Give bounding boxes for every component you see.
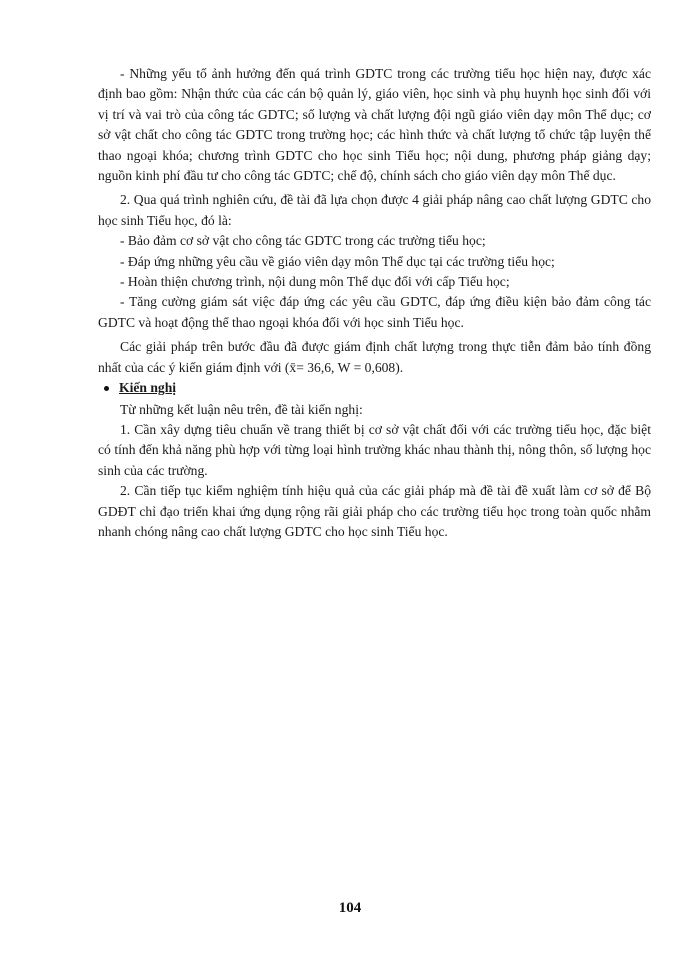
paragraph-factors: - Những yếu tố ảnh hưởng đến quá trình GDTC trong các trường tiểu học hiện nay, được xác định bao gồm: Nhận thức của các cán bộ quản lý, giáo viên, học sinh và phụ huynh học sinh đối với vị trí và vai trò của công tác GDTC; số lượng và chất lượng đội ngũ giáo viên dạy môn Thể dục; cơ sở vật chất cho công tác GDTC trong trường học; các hình thức và chất lượng tổ chức tập luyện thể thao ngoại khóa; chương trình GDTC cho học sinh Tiểu học; nội dung, phương pháp giảng dạy; nguồn kinh phí đầu tư cho công tác GDTC; chế độ, chính sách cho giáo viên dạy môn Thể dục. xyxy=(98,66,651,184)
body-text xyxy=(98,64,651,542)
bullet-icon xyxy=(104,386,109,391)
solution-item-3: - Hoàn thiện chương trình, nội dung môn Thể dục đối với cấp Tiểu học; xyxy=(120,274,510,290)
recommendation-2: 2. Cần tiếp tục kiểm nghiệm tính hiệu quả của các giải pháp mà đề tài đề xuất làm cơ sở để Bộ GDĐT chỉ đạo triển khai ứng dụng rộng rãi giải pháp cho các trường tiểu học trong toàn quốc nhằm nhanh chóng nâng cao chất lượng GDTC cho học sinh Tiểu học. xyxy=(98,483,651,539)
solution-item-2: - Đáp ứng những yêu cầu về giáo viên dạy môn Thể dục tại các trường tiểu học; xyxy=(120,253,555,269)
paragraph-solutions-intro: 2. Qua quá trình nghiên cứu, đề tài đã lựa chọn được 4 giải pháp nâng cao chất lượng GDTC cho học sinh Tiểu học, đó là: xyxy=(98,192,651,228)
recommendation-1: 1. Cần xây dựng tiêu chuẩn về trang thiết bị cơ sở vật chất đối với các trường tiểu học, đặc biệt có tính đến khả năng phù hợp với từng loại hình trường khác nhau thành thị, nông thôn, số lượng học sinh của các trường. xyxy=(98,421,651,478)
paragraph-recommend-intro: Từ những kết luận nêu trên, đề tài kiến nghị: xyxy=(120,401,363,417)
solution-item-4: - Tăng cường giám sát việc đáp ứng các yêu cầu GDTC, đáp ứng điều kiện bảo đảm công tác GDTC và hoạt động thể thao ngoại khóa đối với học sinh Tiểu học. xyxy=(98,294,651,330)
page-number: 104 xyxy=(338,900,362,916)
solution-item-1: - Bảo đảm cơ sở vật cho công tác GDTC trong các trường tiểu học; xyxy=(120,233,486,249)
section-heading-label: Kiến nghị xyxy=(119,380,177,396)
section-heading xyxy=(98,378,651,398)
paragraph-assessment: Các giải pháp trên bước đầu đã được giám định chất lượng trong thực tiễn đảm bảo tính đồng nhất của các ý kiến giám định với (x̄= 36,6, W = 0,608). xyxy=(98,339,651,375)
